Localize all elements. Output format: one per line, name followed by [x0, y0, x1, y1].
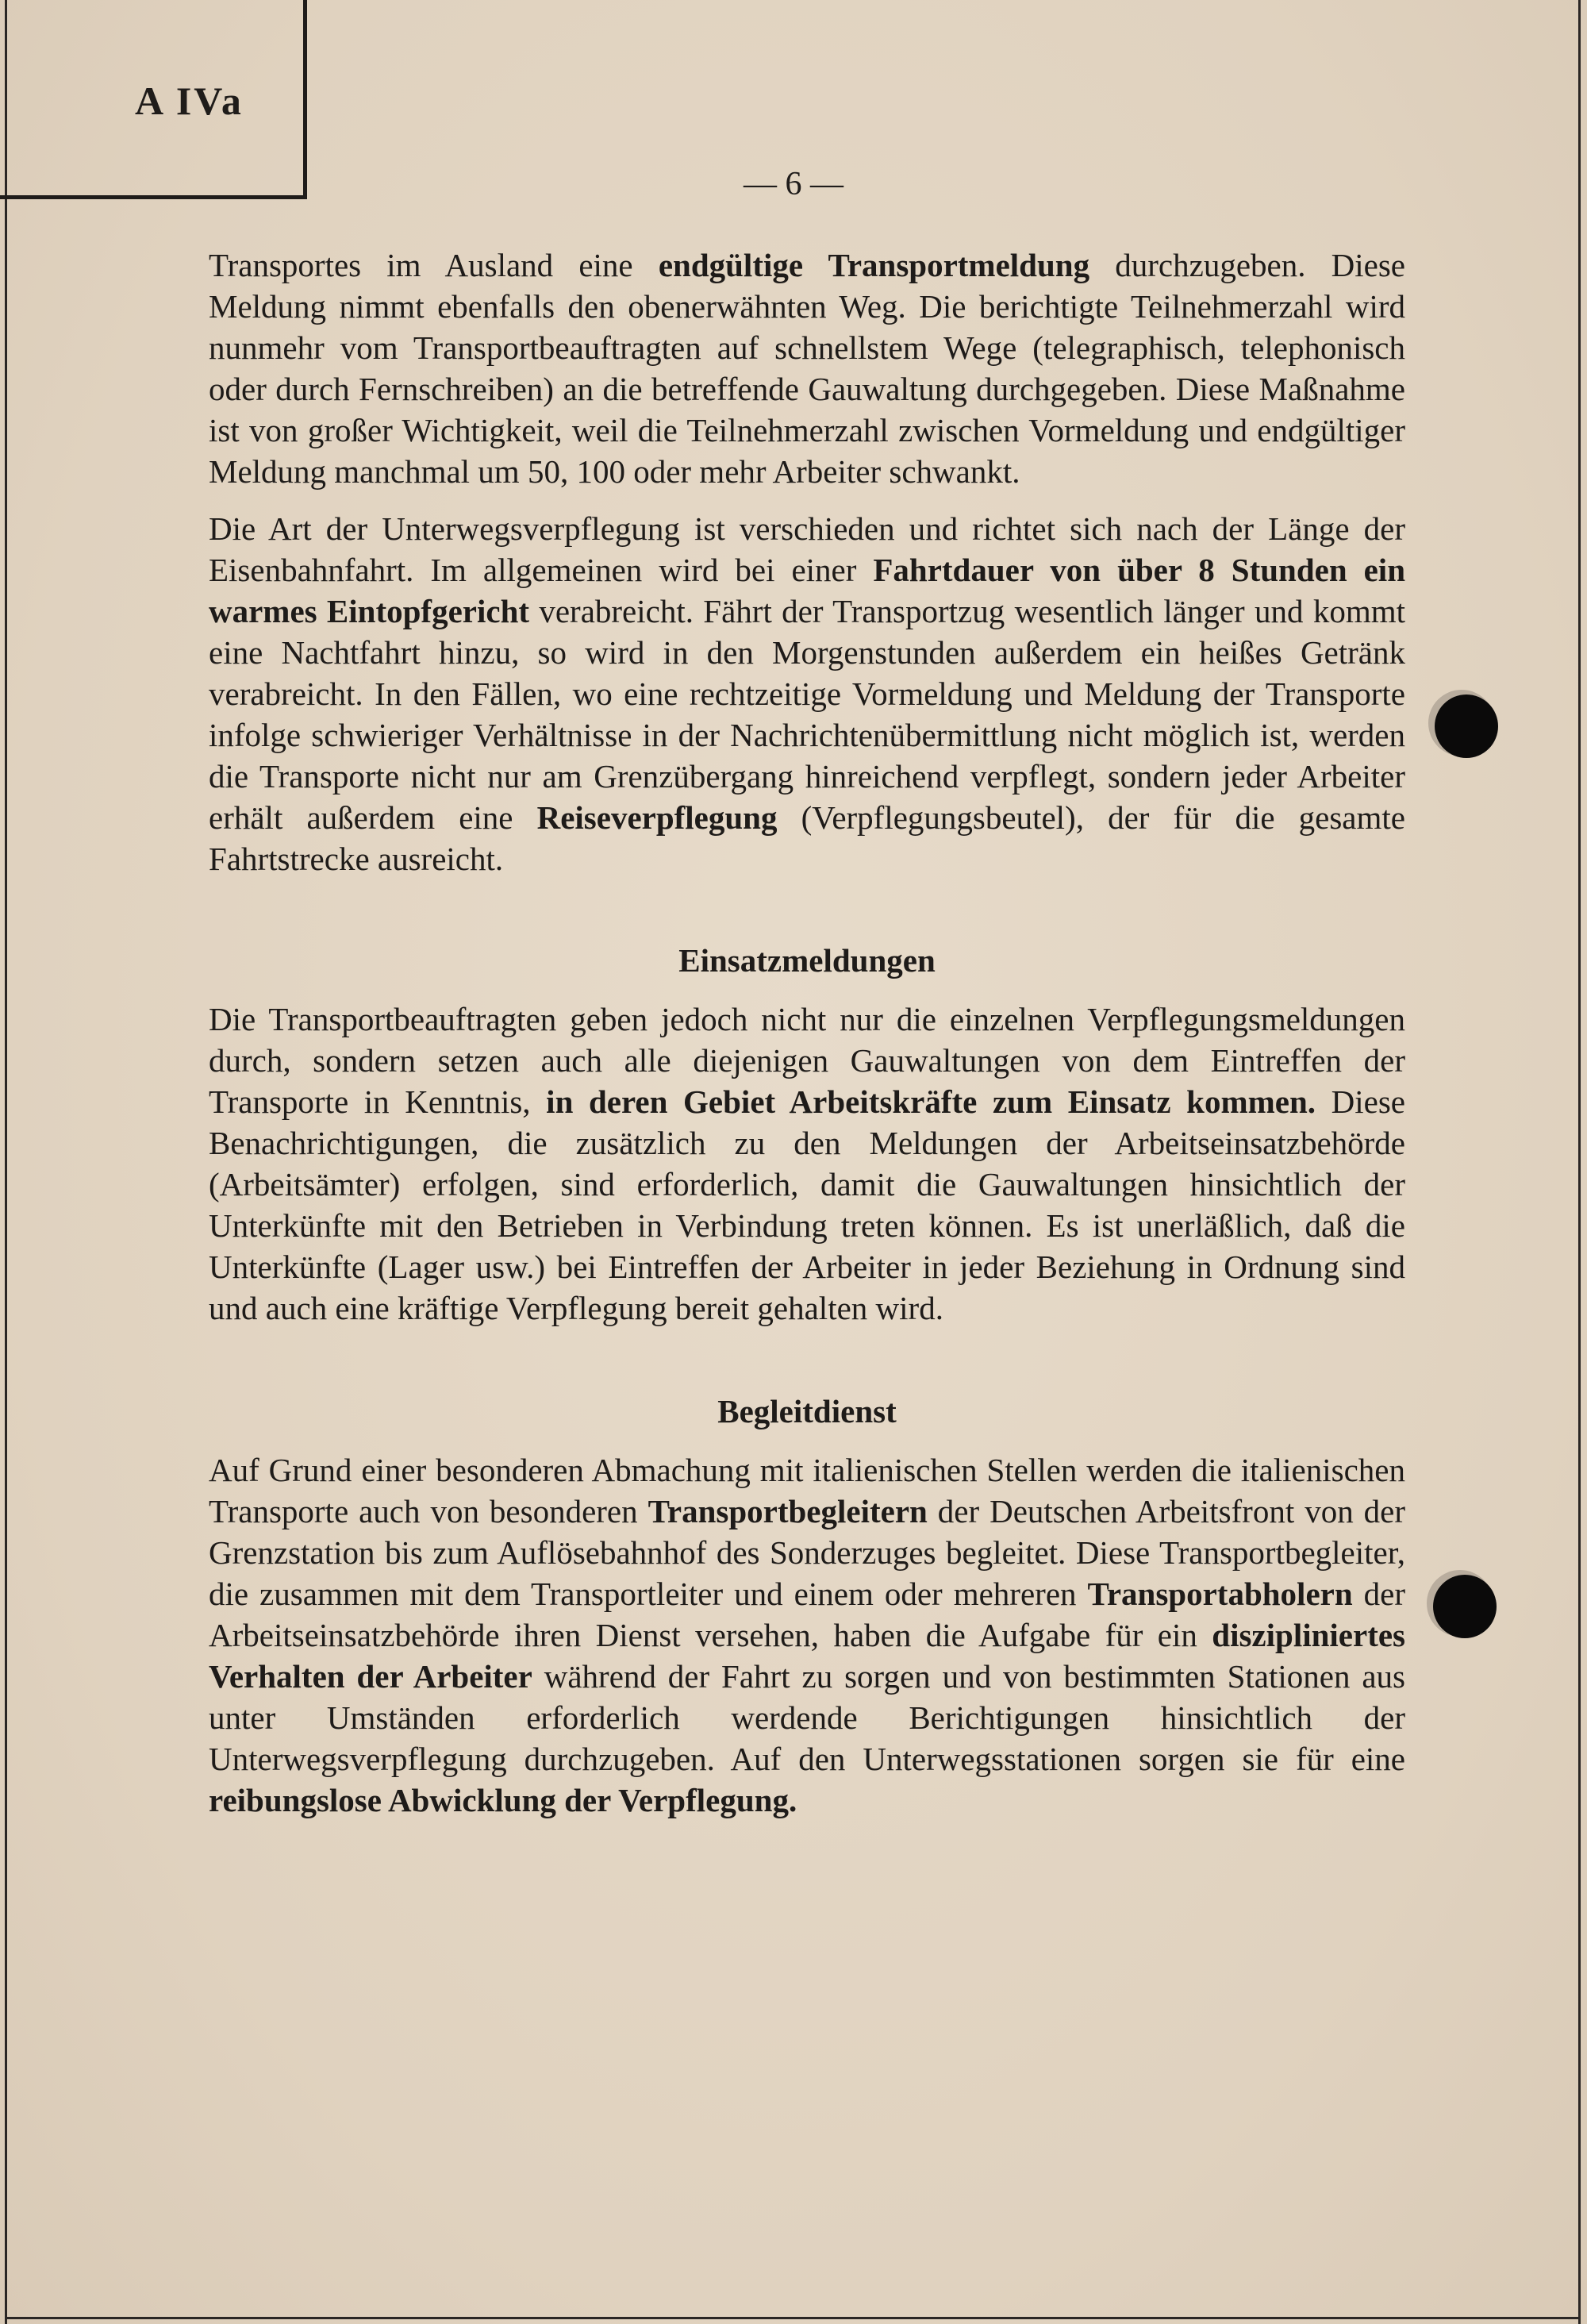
- emphasis-deployment-area: in deren Gebiet Arbeitskräfte zum Einsatz kommen.: [546, 1083, 1316, 1120]
- paragraph-travel-catering: Die Art der Unterwegsverpflegung ist verschieden und richtet sich nach der Länge der Eisenbahnfahrt. Im allgemeinen wird bei einer Fahrtdauer von über 8 Stunden ein warmes Eintopfgericht verabreicht. Fährt der Transportzug wesentlich länger und kommt eine Nachtfahrt hinzu, so wird in den Morgenstunden außerdem ein heißes Getränk verabreicht. In den Fällen, wo eine rechtzeitige Vormeldung und Meldung der Transporte infolge schwieriger Verhältnisse in der Nachrichtenübermittlung nicht möglich ist, werden die Transporte nicht nur am Grenzübergang hinreichend verpflegt, sondern jeder Arbeiter erhält außerdem eine Reiseverpflegung (Verpflegungsbeutel), der für die gesamte Fahrtstrecke ausreicht.: [209, 510, 1405, 877]
- page-number: — 6 —: [744, 166, 843, 202]
- emphasis-hot-meal: Fahrtdauer von über 8 Stunden ein warmes Eintopfgericht: [209, 552, 1405, 629]
- paragraph-transport-report: Transportes im Ausland eine endgültige Transportmeldung durchzugeben. Diese Meldung nimmt ebenfalls den obenerwähnten Weg. Die berichtigte Teilnehmerzahl wird nunmehr vom Transportbeauftragten auf schnellstem Wege (telegraphisch, telephonisch oder durch Fernschreiben) an die betreffende Gauwaltung durchgegeben. Diese Maßnahme ist von großer Wichtigkeit, weil die Teilnehmerzahl zwischen Vormeldung und endgültiger Meldung manchmal um 50, 100 oder mehr Arbeiter schwankt.: [209, 247, 1405, 490]
- punch-hole-lower: [1433, 1575, 1497, 1638]
- emphasis-smooth-catering: reibungslose Abwicklung der Verpflegung.: [209, 1782, 797, 1818]
- emphasis-collectors: Transportabholern: [1087, 1576, 1353, 1612]
- emphasis-escorts: Transportbegleitern: [647, 1493, 928, 1529]
- emphasis-travel-rations: Reiseverpflegung: [536, 799, 778, 836]
- heading-begleitdienst: Begleitdienst: [717, 1393, 897, 1429]
- body-text: [209, 244, 1405, 1821]
- paragraph-deployment-reports: Die Transportbeauftragten geben jedoch nicht nur die einzelnen Verpflegungsmeldungen durch, sondern setzen auch alle diejenigen Gauwaltungen von dem Eintreffen der Transporte in Kenntnis, in deren Gebiet Arbeitskräfte zum Einsatz kommen. Diese Benachrichtigungen, die zusätzlich zu den Meldungen der Arbeitseinsatzbehörde (Arbeitsämter) erfolgen, sind erforderlich, damit die Gauwaltungen hinsichtlich der Unterkünfte mit den Betrieben in Verbindung treten können. Es ist unerläßlich, daß die Unterkünfte (Lager usw.) bei Eintreffen der Arbeiter in jeder Beziehung in Ordnung sind und auch eine kräftige Verpflegung bereit gehalten wird.: [209, 1001, 1405, 1326]
- page-border-right: [1578, 0, 1581, 2324]
- paragraph-escort-service: Auf Grund einer besonderen Abmachung mit italienischen Stellen werden die italienischen Transporte auch von besonderen Transportbegleitern der Deutschen Arbeitsfront von der Grenzstation bis zum Auflösebahnhof des Sonderzuges begleitet. Diese Transportbegleiter, die zusammen mit dem Transportleiter und einem oder mehreren Transportabholern der Arbeitseinsatzbehörde ihren Dienst versehen, haben die Aufgabe für ein diszipliniertes Verhalten der Arbeiter während der Fahrt zu sorgen und von bestimmten Stationen aus unter Umständen erforderlich werdende Berichtigungen hinsichtlich der Unterwegsverpflegung durchzugeben. Auf den Unterwegsstationen sorgen sie für eine reibungslose Abwicklung der Verpflegung.: [209, 1452, 1406, 1818]
- punch-hole-upper: [1435, 695, 1498, 758]
- page-border-bottom: [5, 2317, 1581, 2319]
- heading-einsatzmeldungen: Einsatzmeldungen: [678, 942, 936, 979]
- page-border-left: [5, 0, 7, 2324]
- emphasis-final-report: endgültige Transportmeldung: [658, 247, 1090, 283]
- emphasis-discipline: diszipliniertes Verhalten der Arbeiter: [209, 1617, 1405, 1695]
- section-label: A IVa: [135, 79, 244, 123]
